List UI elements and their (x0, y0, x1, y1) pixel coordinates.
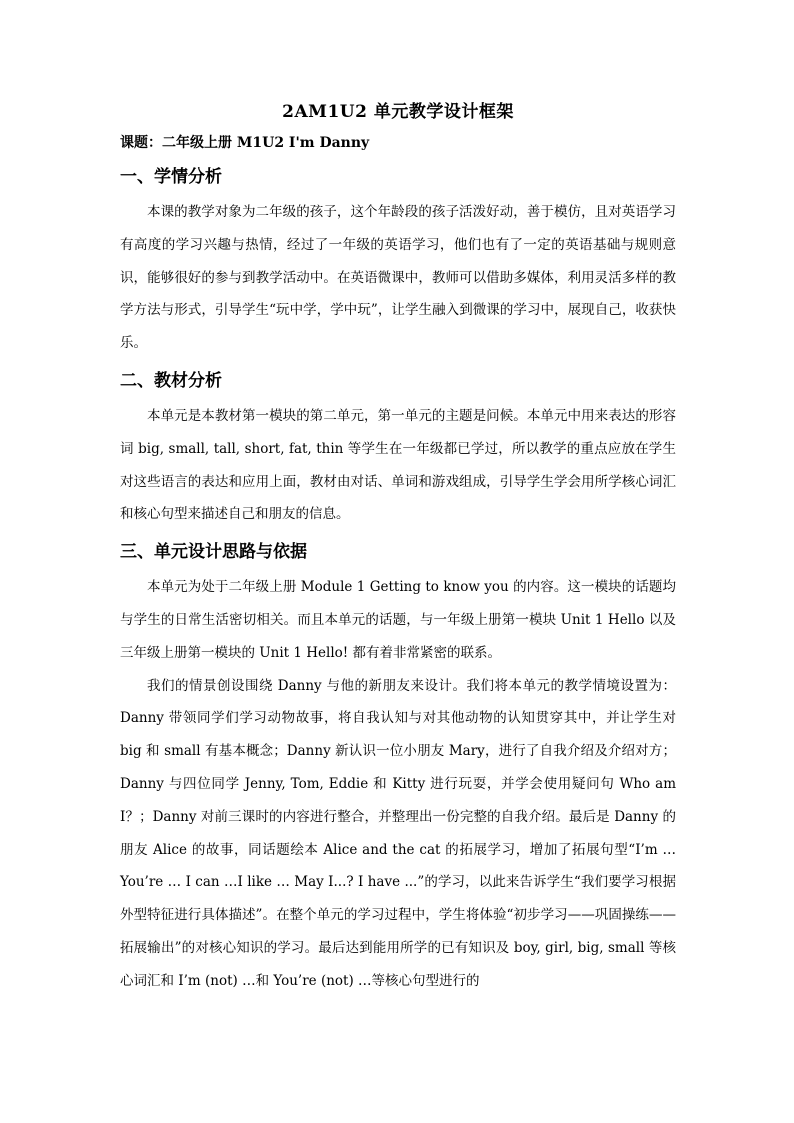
lesson-subject: 课题：二年级上册 M1U2 I'm Danny (120, 135, 370, 151)
paragraph: 本单元是本教材第一模块的第二单元，第一单元的主题是问候。本单元中用来表达的形容词 big, small, tall, short, fat, thin 等学生在一年级都已学过，所以教学的重点应放在学生对这些语言的表达和应用上面，教材由对话、单词和游戏组成，引导学生学会用所学核心词汇和核心句型来描述自己和朋友的信息。 (120, 407, 676, 523)
section-design-rationale (120, 539, 676, 997)
section-heading: 三、单元设计思路与依据 (120, 542, 307, 563)
section-heading: 一、学情分析 (120, 167, 222, 187)
document-title: 2AM1U2 单元教学设计框架 (282, 102, 514, 122)
section-learner-analysis (120, 164, 676, 360)
section-heading: 二、教材分析 (120, 370, 222, 391)
paragraph: 本单元为处于二年级上册 Module 1 Getting to know you 的内容。这一模块的话题均与学生的日常生活密切相关。而且本单元的话题，与一年级上册第一模块 Unit 1 Hello 以及三年级上册第一模块的 Unit 1 Hello! 都有着非常紧密的联系。 (120, 579, 676, 661)
paragraph: 我们的情景创设围绕 Danny 与他的新朋友来设计。我们将本单元的教学情境设置为：Danny 带领同学们学习动物故事，将自我认知与对其他动物的认知贯穿其中，并让学生对 big 和 small 有基本概念；Danny 新认识一位小朋友 Mary，进行了自我介绍及介绍对方；Danny 与四位同学 Jenny, Tom, Eddie 和 Kitty 进行玩耍，并学会使用疑问句 Who am I？；Danny 对前三课时的内容进行整合，并整理出一份完整的自我介绍。最后是 Danny 的朋友 Alice 的故事，同话题绘本 Alice and the cat 的拓展学习，增加了拓展句型“I’m … You’re … I can …I like … May I...? I have ...”的学习，以此来告诉学生“我们要学习根据外型特征进行具体描述”。在整个单元的学习过程中，学生将体验“初步学习——巩固操练——拓展输出”的对核心知识的学习。最后达到能用所学的已有知识及 boy, girl, big, small 等核心词汇和 I’m (not) …和 You’re (not) …等核心句型进行的 (120, 677, 676, 989)
section-textbook-analysis (120, 368, 676, 531)
paragraph: 本课的教学对象为二年级的孩子，这个年龄段的孩子活泼好动，善于模仿，且对英语学习有高度的学习兴趣与热情，经过了一年级的英语学习，他们也有了一定的英语基础与规则意识，能够很好的参与到教学活动中。在英语微课中，教师可以借助多媒体，利用灵活多样的教学方法与形式，引导学生“玩中学，学中玩”，让学生融入到微课的学习中，展现自己，收获快乐。 (120, 204, 676, 352)
document-page (120, 100, 676, 998)
